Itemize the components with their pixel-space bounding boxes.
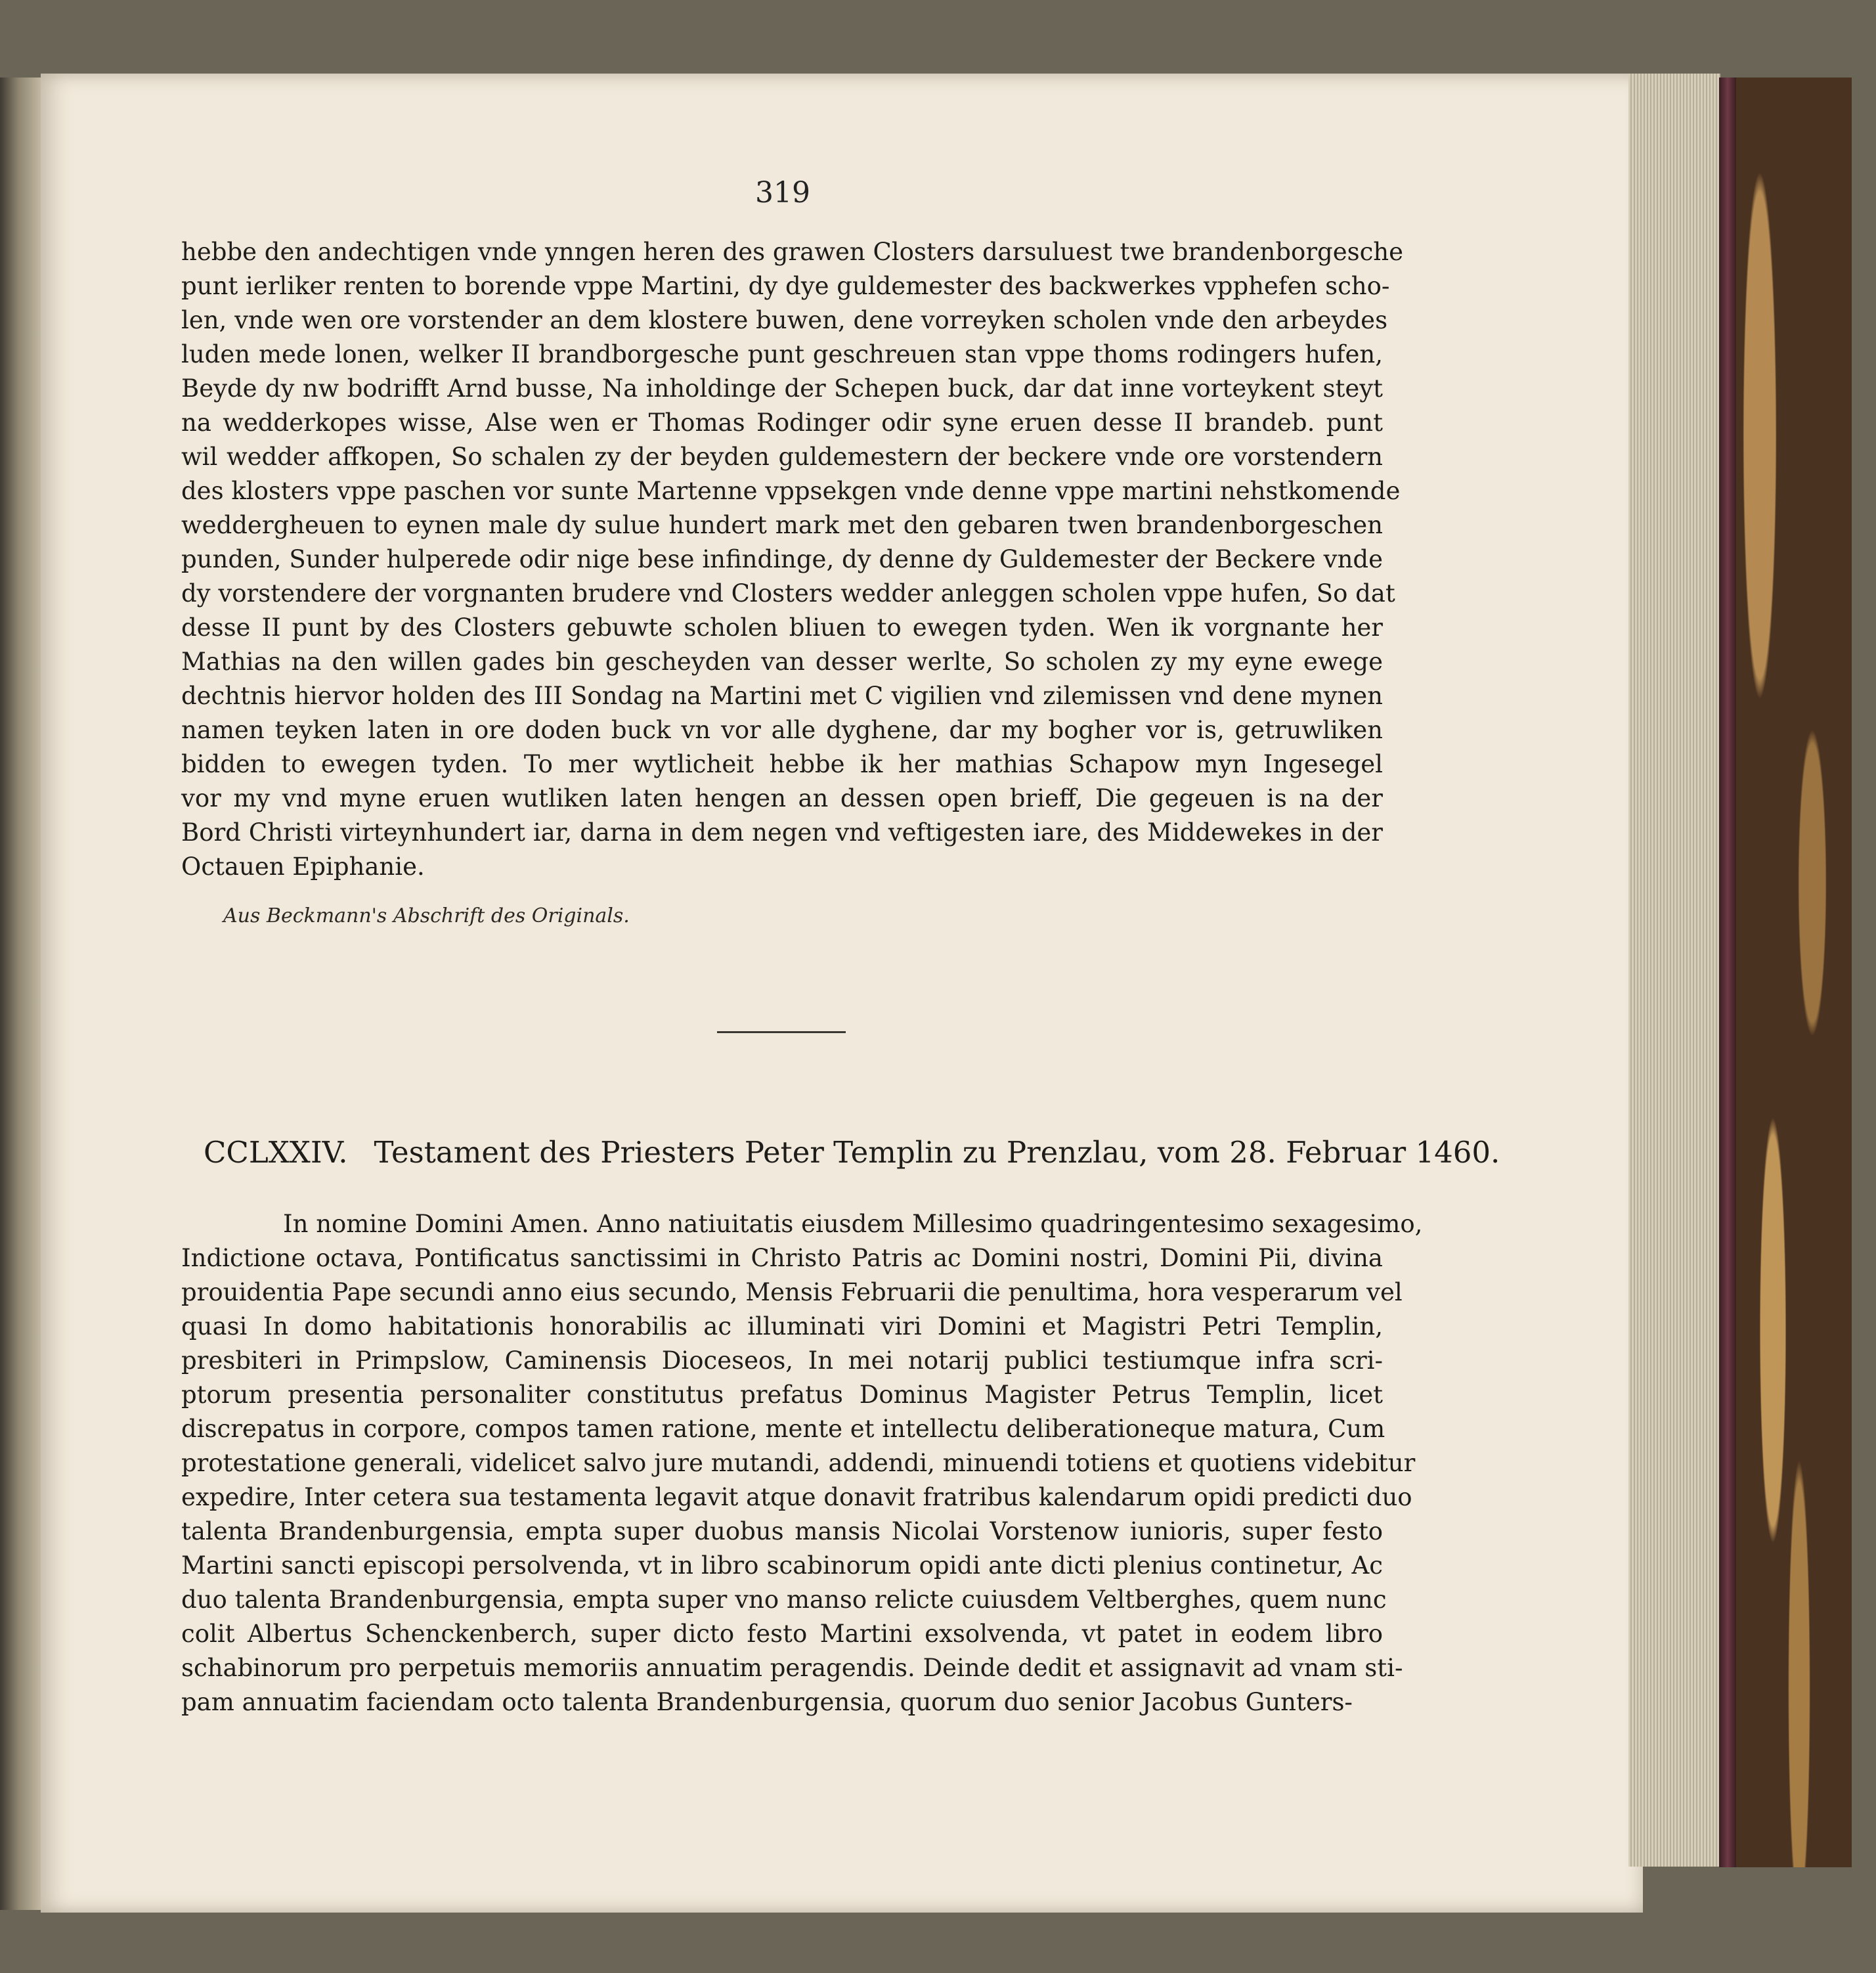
section-divider xyxy=(717,1031,846,1033)
text-line: pam annuatim faciendam octo talenta Brandenburgensia, quorum duo senior Jacobus Gunters- xyxy=(181,1688,1353,1716)
section-number: CCLXXIV. xyxy=(204,1135,348,1170)
text-line: presbiteri in Primpslow, Caminensis Dioceseos, In mei notarij publici testiumque infra scri- xyxy=(181,1346,1383,1375)
text-line: prouidentia Pape secundi anno eius secundo, Mensis Februarii die penultima, hora vesperarum vel xyxy=(181,1278,1403,1306)
left-page-edge xyxy=(0,78,46,1910)
text-line: vor my vnd myne eruen wutliken laten hengen an dessen open brieff, Die gegeuen is na der xyxy=(181,784,1383,812)
text-line: des klosters vppe paschen vor sunte Martenne vppsekgen vnde denne vppe martini nehstkomende xyxy=(181,477,1401,505)
text-line: hebbe den andechtigen vnde ynngen heren des grawen Closters darsuluest twe brandenborgesche xyxy=(181,238,1404,266)
page-number: 319 xyxy=(755,176,810,210)
page-fore-edge xyxy=(1628,74,1720,1867)
text-line: Beyde dy nw bodrifft Arnd busse, Na inholdinge der Schepen buck, dar dat inne vorteykent steyt xyxy=(181,374,1383,403)
text-line: In nomine Domini Amen. Anno natiuitatis eiusdem Millesimo quadringentesimo sexagesimo, xyxy=(283,1210,1423,1238)
text-line: namen teyken laten in ore doden buck vn vor alle dyghene, dar my bogher vor is, getruwliken xyxy=(181,716,1383,744)
lower-text-block xyxy=(181,1207,1423,1719)
marbled-cover-board xyxy=(1720,78,1852,1867)
text-line: luden mede lonen, welker II brandborgesche punt geschreuen stan vppe thoms rodingers hufen, xyxy=(181,340,1383,368)
text-line: discrepatus in corpore, compos tamen ratione, mente et intellectu deliberationeque matura, Cum xyxy=(181,1415,1385,1443)
text-line: bidden to ewegen tyden. To mer wytlicheit hebbe ik her mathias Schapow myn Ingesegel xyxy=(181,750,1383,778)
text-line: wil wedder affkopen, So schalen zy der beyden guldemestern der beckere vnde ore vorstendern xyxy=(181,443,1383,471)
text-line: Octauen Epiphanie. xyxy=(181,853,425,881)
text-line: Indictione octava, Pontificatus sanctissimi in Christo Patris ac Domini nostri, Domini Pii, divina xyxy=(181,1244,1383,1272)
text-line: schabinorum pro perpetuis memoriis annuatim peragendis. Deinde dedit et assignavit ad vnam sti- xyxy=(181,1654,1403,1682)
text-line: Bord Christi virteynhundert iar, darna in dem negen vnd veftigesten iare, des Middewekes in der xyxy=(181,818,1383,847)
text-line: na wedderkopes wisse, Alse wen er Thomas Rodinger odir syne eruen desse II brandeb. punt xyxy=(181,409,1383,437)
text-line: colit Albertus Schenckenberch, super dicto festo Martini exsolvenda, vt patet in eodem libro xyxy=(181,1620,1383,1648)
text-line: talenta Brandenburgensia, empta super duobus mansis Nicolai Vorstenow iunioris, super festo xyxy=(181,1517,1383,1545)
cover-leather-strip xyxy=(1719,78,1736,1867)
section-title: Testament des Priesters Peter Templin zu Prenzlau, vom 28. Februar 1460. xyxy=(374,1135,1500,1170)
text-line: punden, Sunder hulperede odir nige bese infindinge, dy denne dy Guldemester der Beckere vnde xyxy=(181,545,1383,573)
text-line: quasi In domo habitationis honorabilis ac illuminati viri Domini et Magistri Petri Templin, xyxy=(181,1312,1383,1341)
text-line: Martini sancti episcopi persolvenda, vt in libro scabinorum opidi ante dicti plenius continetur, Ac xyxy=(181,1551,1383,1580)
text-line: len, vnde wen ore vorstender an dem klostere buwen, dene vorreyken scholen vnde den arbeydes xyxy=(181,306,1388,334)
text-line: desse II punt by des Closters gebuwte scholen bliuen to ewegen tyden. Wen ik vorgnante her xyxy=(181,613,1383,642)
text-line: dechtnis hiervor holden des III Sondag na Martini met C vigilien vnd zilemissen vnd dene mynen xyxy=(181,682,1383,710)
text-line: protestatione generali, videlicet salvo jure mutandi, addendi, minuendi totiens et quotiens videbitur xyxy=(181,1449,1416,1477)
text-line: ptorum presentia personaliter constitutus prefatus Dominus Magister Petrus Templin, licet xyxy=(181,1381,1383,1409)
text-line: punt ierliker renten to borende vppe Martini, dy dye guldemester des backwerkes vpphefen scho- xyxy=(181,272,1390,300)
upper-text-block xyxy=(181,235,1404,884)
source-note: Aus Beckmann's Abschrift des Originals. xyxy=(223,904,630,927)
section-heading xyxy=(204,1135,1500,1170)
text-line: duo talenta Brandenburgensia, empta super vno manso relicte cuiusdem Veltberghes, quem nunc xyxy=(181,1585,1387,1614)
text-line: Mathias na den willen gades bin gescheyden van desser werlte, So scholen zy my eyne ewege xyxy=(181,648,1383,676)
text-line: dy vorstendere der vorgnanten brudere vnd Closters wedder anleggen scholen vppe hufen, So dat xyxy=(181,579,1395,608)
text-line: weddergheuen to eynen male dy sulue hundert mark met den gebaren twen brandenborgeschen xyxy=(181,511,1383,539)
text-line: expedire, Inter cetera sua testamenta legavit atque donavit fratribus kalendarum opidi predicti duo xyxy=(181,1483,1412,1511)
